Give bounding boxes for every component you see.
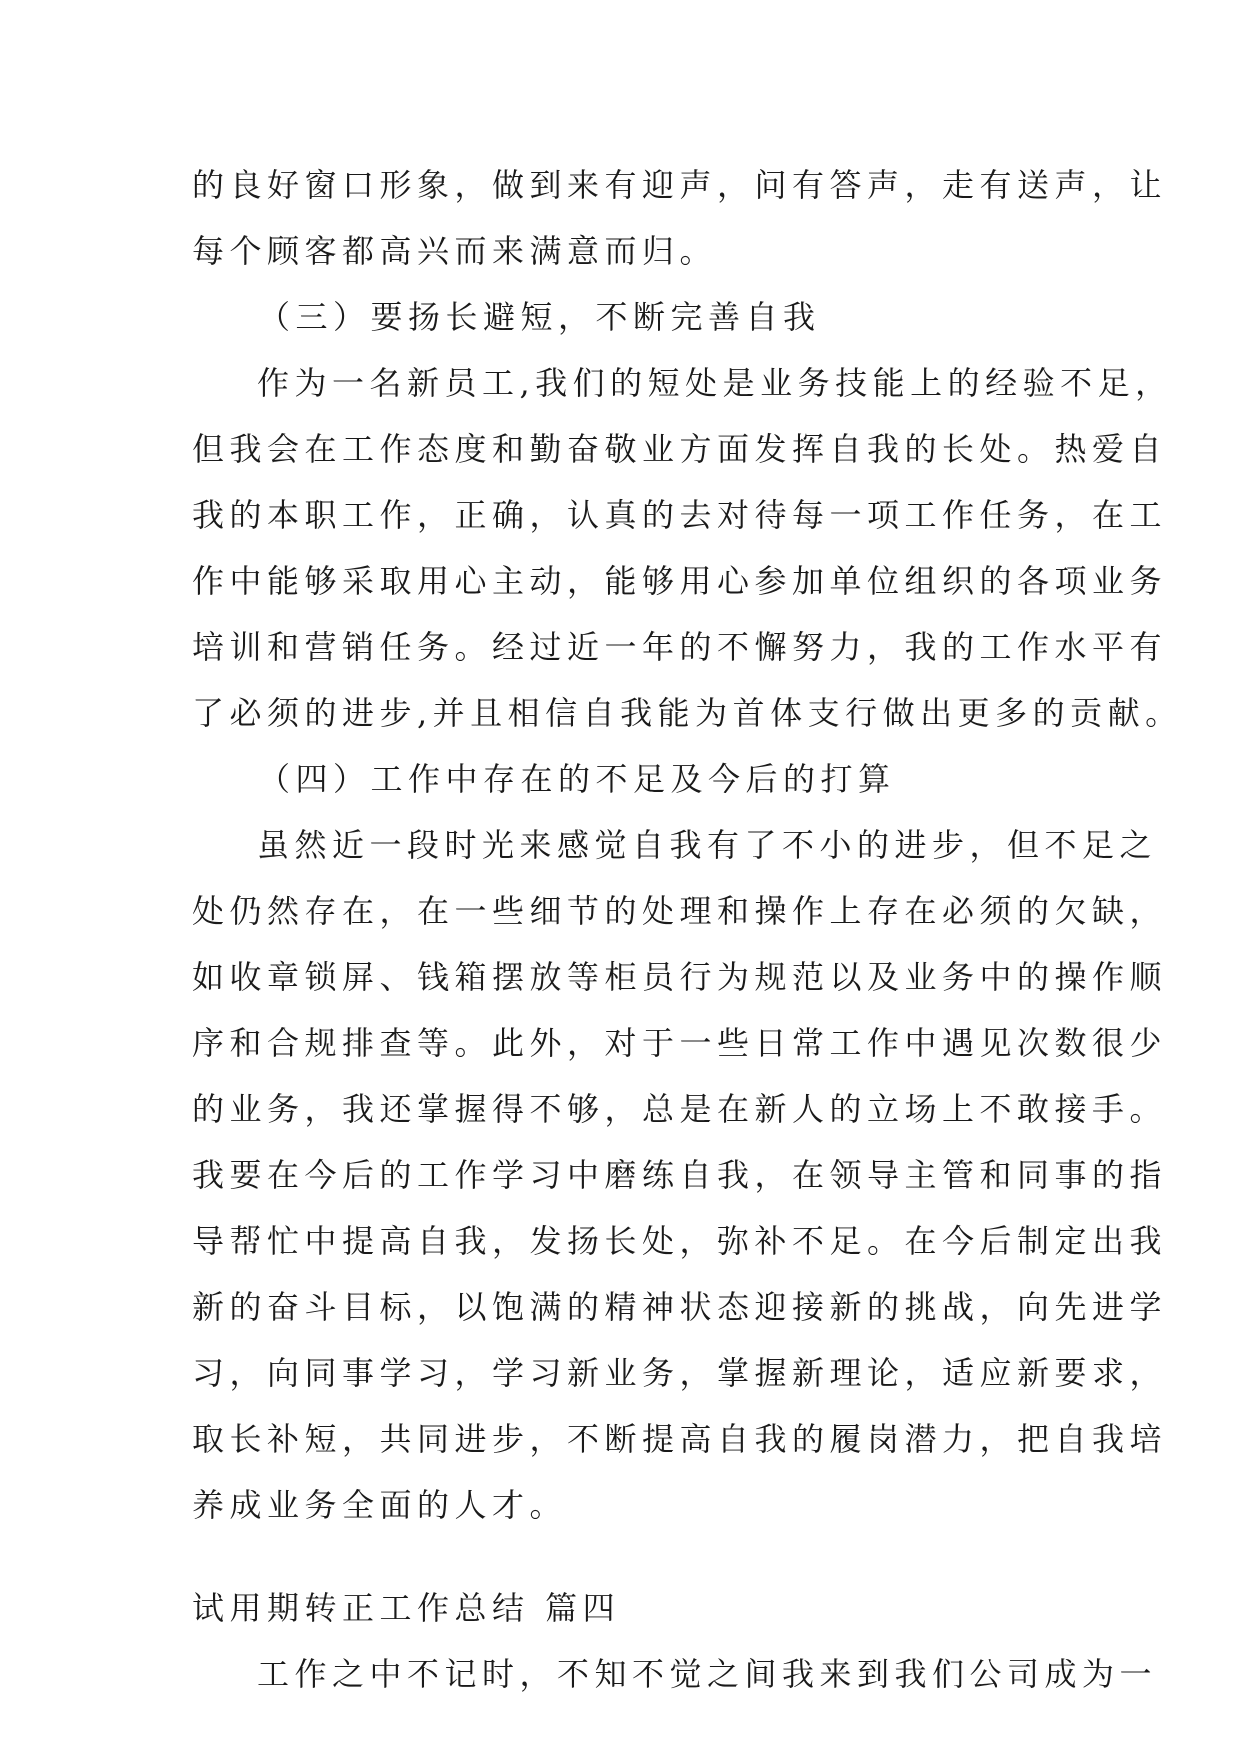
body-text-line: 培训和营销任务。经过近一年的不懈努力，我的工作水平有	[192, 628, 1168, 666]
body-text-line: 的良好窗口形象，做到来有迎声，问有答声，走有送声，让	[192, 166, 1168, 204]
body-text-line: 的业务，我还掌握得不够，总是在新人的立场上不敢接手。	[192, 1090, 1168, 1128]
body-text-line: 工作之中不记时，不知不觉之间我来到我们公司成为一	[257, 1655, 1158, 1693]
body-text-line: 了必须的进步,并且相信自我能为首体支行做出更多的贡献。	[192, 694, 1183, 732]
body-text-line: 处仍然存在，在一些细节的处理和操作上存在必须的欠缺，	[192, 892, 1168, 930]
body-text-line: 作中能够采取用心主动，能够用心参加单位组织的各项业务	[192, 562, 1168, 600]
body-text-line: 新的奋斗目标，以饱满的精神状态迎接新的挑战，向先进学	[192, 1288, 1168, 1326]
document-title: 试用期转正工作总结 篇四	[192, 1589, 621, 1627]
section-heading: （四）工作中存在的不足及今后的打算	[258, 760, 896, 798]
body-text-line: 取长补短，共同进步，不断提高自我的履岗潜力，把自我培	[192, 1420, 1168, 1458]
section-heading: （三）要扬长避短，不断完善自我	[258, 298, 821, 336]
body-text-line: 但我会在工作态度和勤奋敬业方面发挥自我的长处。热爱自	[192, 430, 1168, 468]
body-text-line: 导帮忙中提高自我，发扬长处，弥补不足。在今后制定出我	[192, 1222, 1168, 1260]
body-text-line: 养成业务全面的人才。	[192, 1486, 568, 1524]
body-text-line: 如收章锁屏、钱箱摆放等柜员行为规范以及业务中的操作顺	[192, 958, 1168, 996]
body-text-line: 序和合规排查等。此外，对于一些日常工作中遇见次数很少	[192, 1024, 1168, 1062]
body-text-line: 每个顾客都高兴而来满意而归。	[192, 232, 718, 270]
body-text-line: 虽然近一段时光来感觉自我有了不小的进步，但不足之	[257, 826, 1158, 864]
body-text-line: 习，向同事学习，学习新业务，掌握新理论，适应新要求，	[192, 1354, 1168, 1392]
body-text-line: 作为一名新员工,我们的短处是业务技能上的经验不足，	[257, 364, 1173, 402]
body-text-line: 我要在今后的工作学习中磨练自我，在领导主管和同事的指	[192, 1156, 1168, 1194]
body-text-line: 我的本职工作，正确，认真的去对待每一项工作任务，在工	[192, 496, 1168, 534]
